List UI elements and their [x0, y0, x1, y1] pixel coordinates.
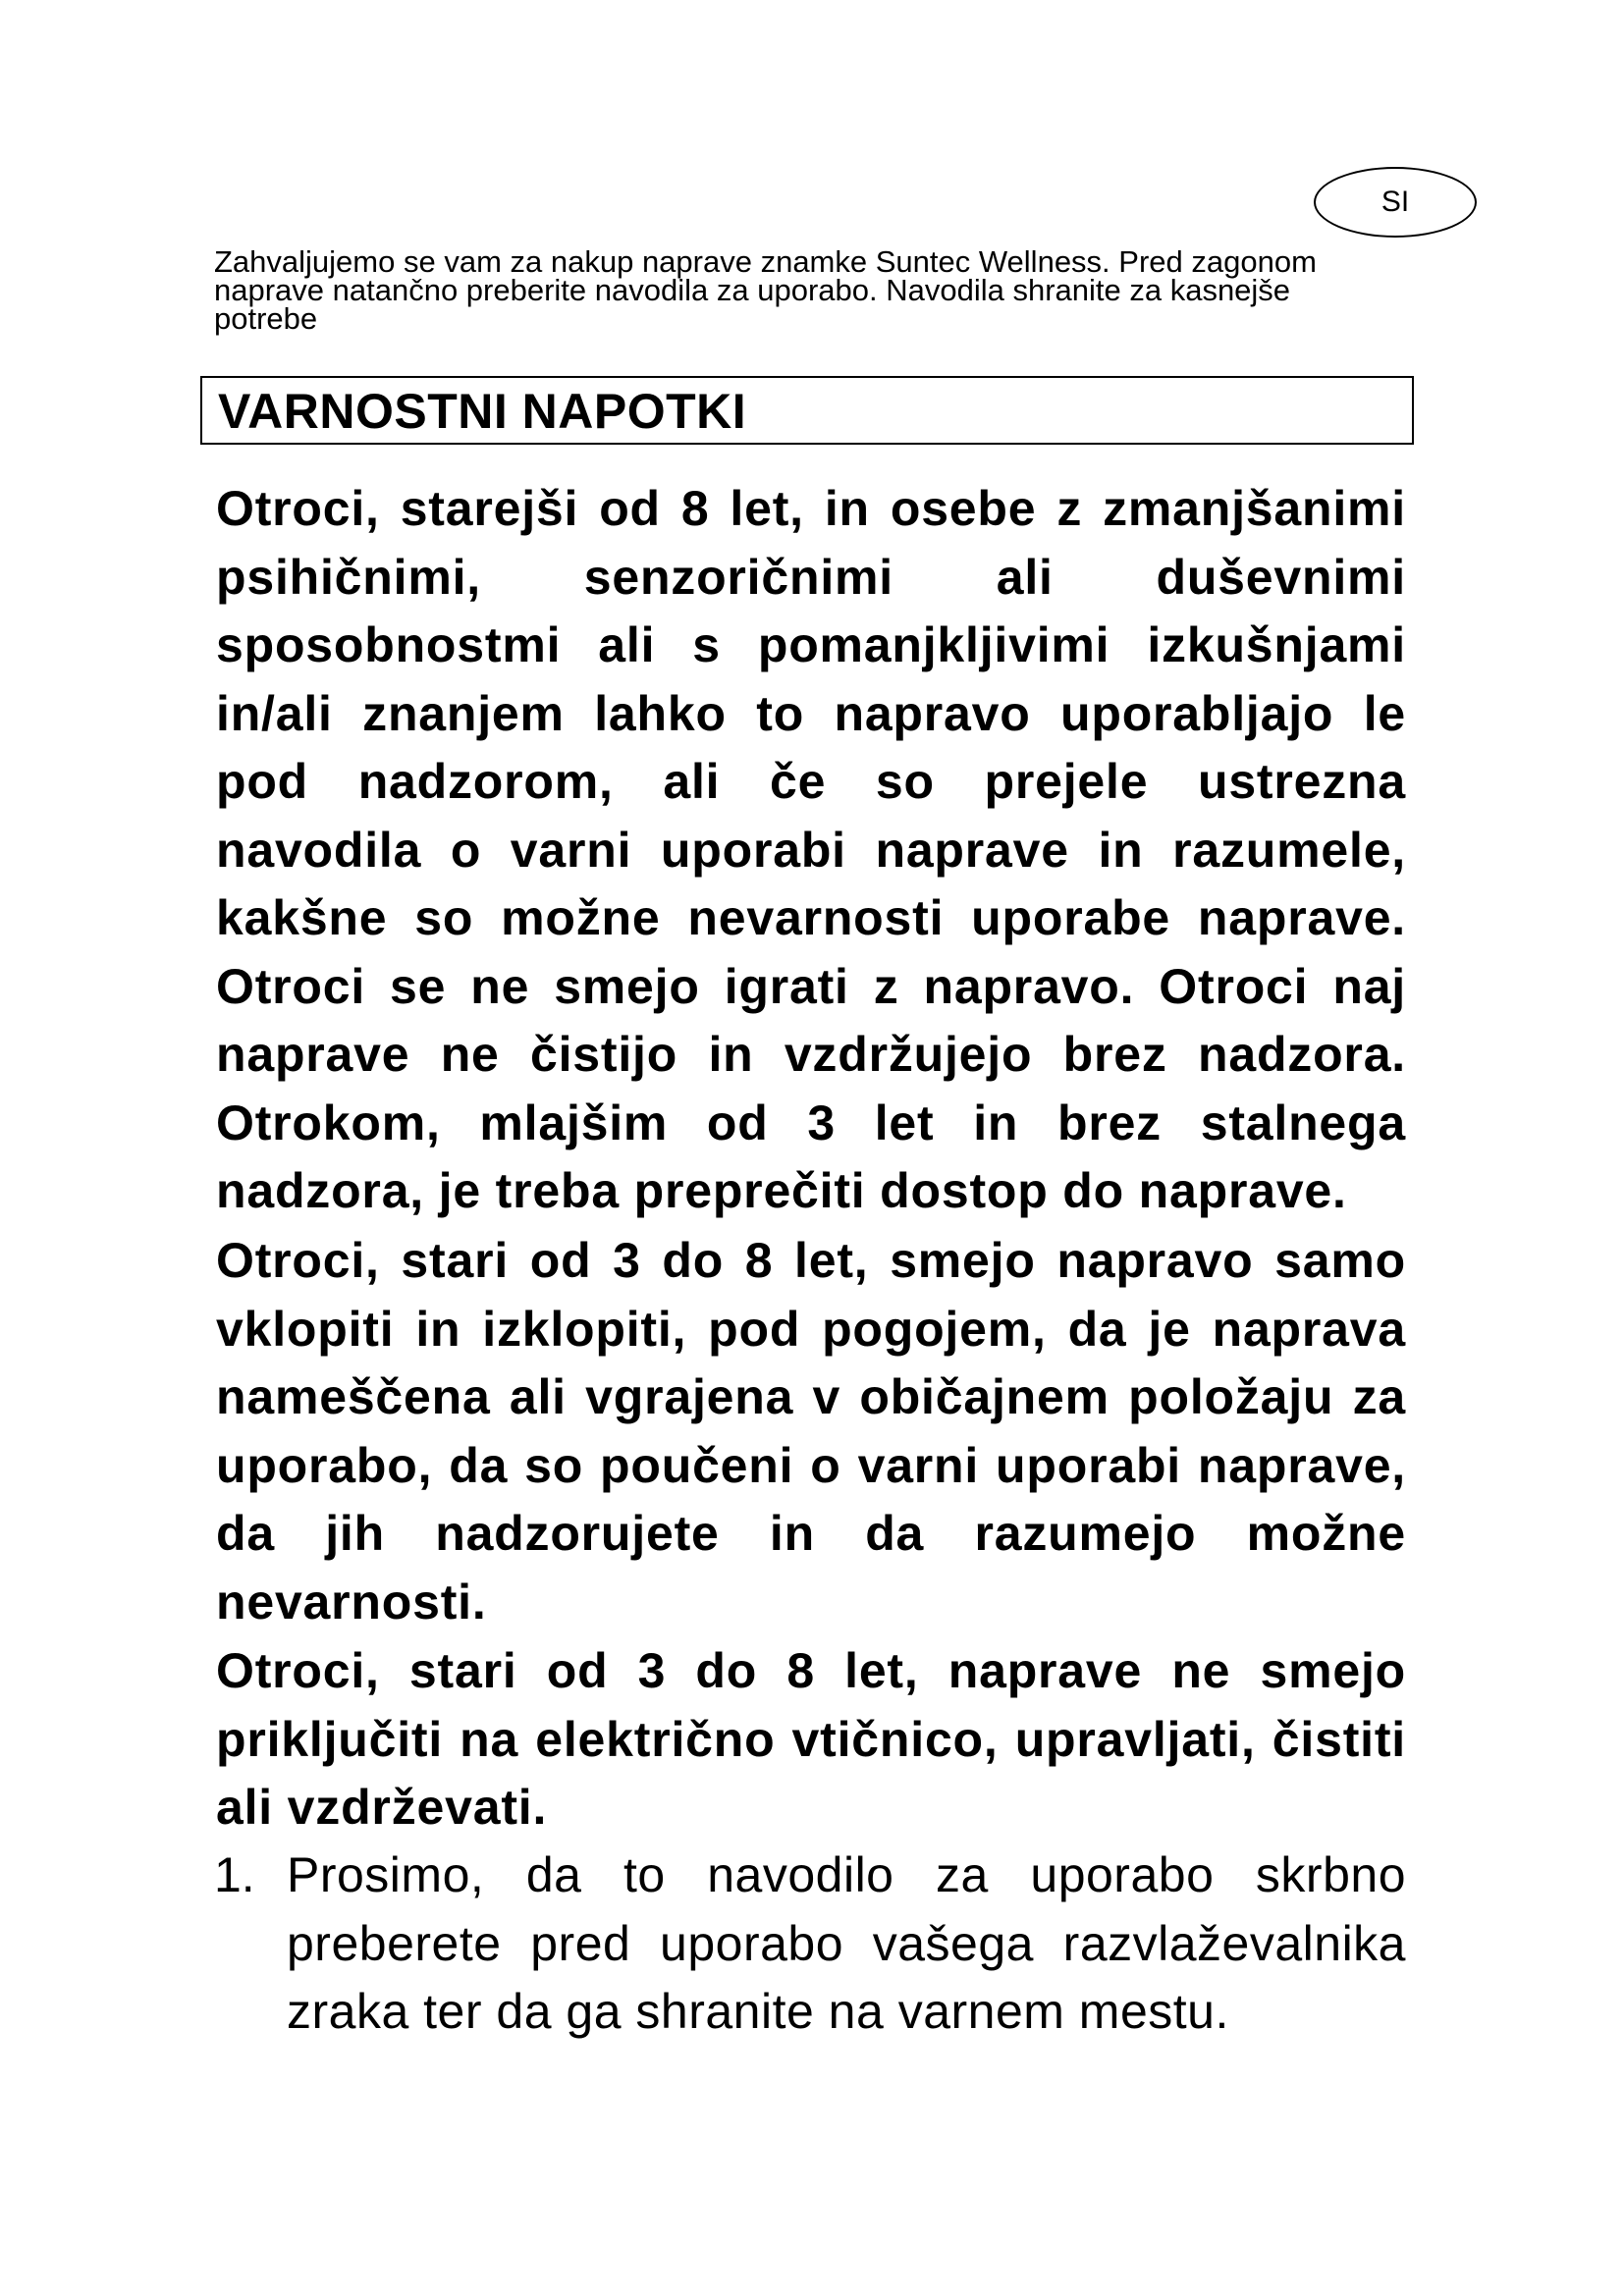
safety-warning-paragraph: Otroci, stari od 3 do 8 let, naprave ne smejo priključiti na električno vtičnico, upravljati, čistiti ali vzdrževati.	[216, 1643, 1406, 1835]
instruction-list-item	[214, 1842, 1406, 2047]
safety-warning-paragraph: Otroci, starejši od 8 let, in osebe z zmanjšanimi psihičnimi, senzoričnimi ali duševnimi sposobnostmi ali s pomanjkljivimi izkušnjami in/ali znanjem lahko to napravo uporabljajo le pod nadzorom, ali če so prejele ustrezna navodila o varni uporabi naprave in razumele, kakšne so možne nevarnosti uporabe naprave. Otroci se ne smejo igrati z napravo. Otroci naj naprave ne čistijo in vzdržujejo brez nadzora. Otrokom, mlajšim od 3 let in brez stalnega nadzora, je treba preprečiti dostop do naprave.	[216, 481, 1406, 1218]
instruction-number: 1.	[214, 1847, 255, 1902]
section-header-box	[200, 376, 1414, 445]
instruction-text: Prosimo, da to navodilo za uporabo skrbno preberete pred uporabo vašega razvlaževalnika zraka ter da ga shranite na varnem mestu.	[287, 1847, 1406, 2039]
intro-text: Zahvaljujemo se vam za nakup naprave znamke Suntec Wellness. Pred zagonom naprave natančno preberite navodila za uporabo. Navodila shranite za kasnejše potrebe	[214, 244, 1317, 336]
safety-warning-paragraph: Otroci, stari od 3 do 8 let, smejo napravo samo vklopiti in izklopiti, pod pogojem, da je naprava nameščena ali vgrajena v običajnem položaju za uporabo, da so poučeni o varni uporabi naprave, da jih nadzorujete in da razumejo možne nevarnosti.	[216, 1233, 1406, 1629]
section-title: VARNOSTNI NAPOTKI	[218, 384, 747, 439]
language-badge: SI	[1314, 167, 1477, 238]
